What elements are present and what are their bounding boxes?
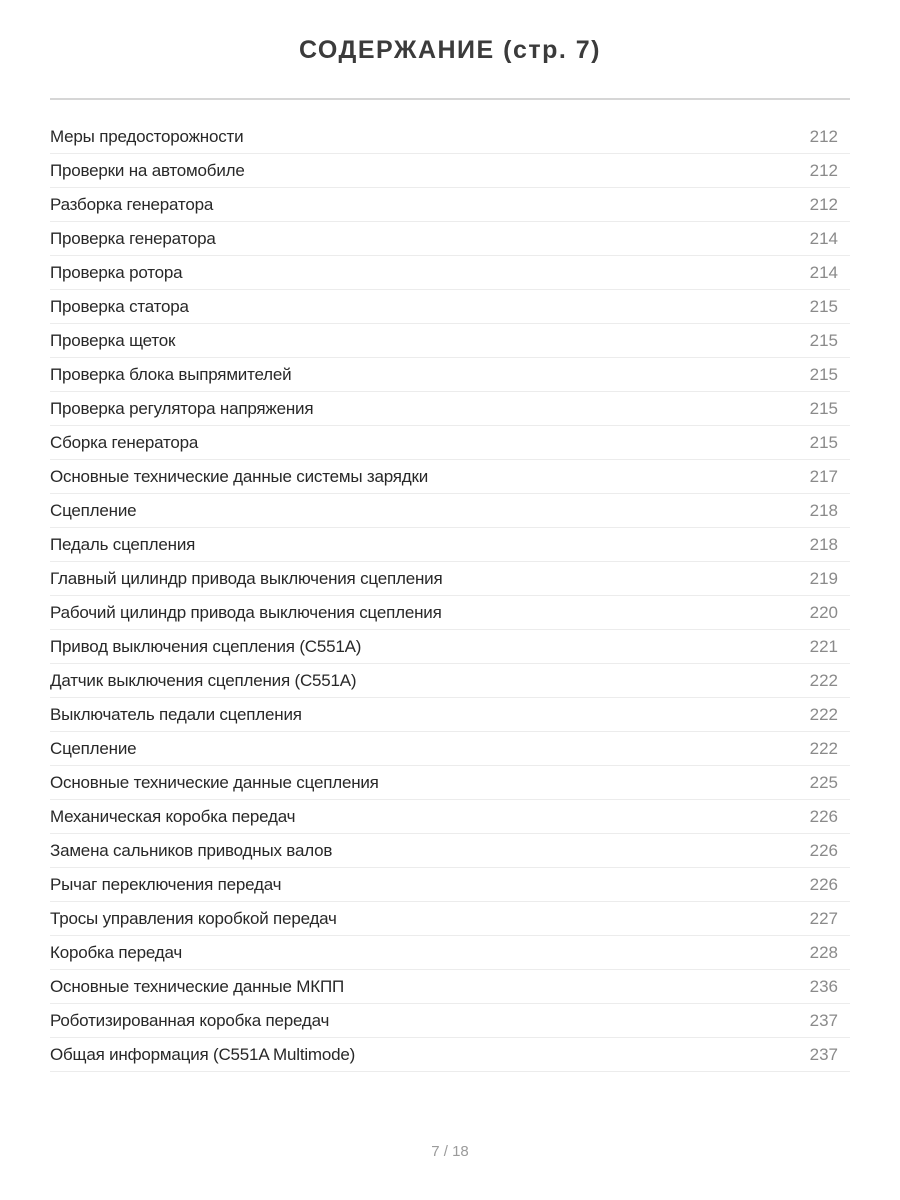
toc-entry[interactable] — [50, 1038, 850, 1072]
toc-entry-title: Педаль сцепления — [50, 534, 196, 554]
toc-entry[interactable] — [50, 664, 850, 698]
toc-entry-title: Роботизированная коробка передач — [50, 1010, 330, 1030]
page-pagination: 7 / 18 — [431, 1143, 469, 1160]
toc-entry-title: Датчик выключения сцепления (C551A) — [50, 670, 357, 690]
toc-entry-title: Выключатель педали сцепления — [50, 704, 302, 724]
toc-entry-title: Проверки на автомобиле — [50, 160, 245, 180]
toc-entry-page: 218 — [809, 534, 838, 554]
toc-entry-page: 212 — [809, 126, 838, 146]
toc-entry-page: 212 — [809, 160, 838, 180]
toc-entry-page: 237 — [809, 1010, 838, 1030]
toc-entry[interactable] — [50, 188, 850, 222]
toc-entry-page: 237 — [809, 1044, 838, 1064]
toc-entry-page: 215 — [809, 296, 838, 316]
toc-entry-page: 214 — [809, 228, 838, 248]
toc-entry-page: 215 — [809, 432, 838, 452]
toc-entry-page: 221 — [809, 636, 838, 656]
toc-entry[interactable] — [50, 1004, 850, 1038]
toc-entry[interactable] — [50, 222, 850, 256]
toc-entry-title: Основные технические данные системы зарядки — [50, 466, 429, 486]
toc-list — [50, 120, 850, 1072]
toc-entry-page: 217 — [809, 466, 838, 486]
toc-entry-page: 218 — [809, 500, 838, 520]
toc-entry-title: Основные технические данные сцепления — [50, 772, 379, 792]
toc-entry-title: Сцепление — [50, 500, 137, 520]
toc-entry-title: Проверка генератора — [50, 228, 216, 248]
toc-entry[interactable] — [50, 732, 850, 766]
toc-entry-page: 227 — [809, 908, 838, 928]
toc-entry-title: Главный цилиндр привода выключения сцепления — [50, 568, 443, 588]
toc-entry-title: Рычаг переключения передач — [50, 874, 282, 894]
toc-entry[interactable] — [50, 698, 850, 732]
toc-entry-title: Проверка статора — [50, 296, 189, 316]
toc-entry-title: Проверка блока выпрямителей — [50, 364, 292, 384]
toc-entry[interactable] — [50, 256, 850, 290]
toc-entry[interactable] — [50, 392, 850, 426]
toc-entry-page: 226 — [809, 874, 838, 894]
toc-entry-title: Рабочий цилиндр привода выключения сцепления — [50, 602, 442, 622]
toc-entry-page: 222 — [809, 704, 838, 724]
toc-entry-title: Основные технические данные МКПП — [50, 976, 345, 996]
toc-entry[interactable] — [50, 902, 850, 936]
toc-entry[interactable] — [50, 290, 850, 324]
toc-entry-page: 215 — [809, 398, 838, 418]
toc-entry[interactable] — [50, 528, 850, 562]
toc-entry-title: Общая информация (C551A Multimode) — [50, 1044, 356, 1064]
toc-entry-page: 219 — [809, 568, 838, 588]
toc-entry[interactable] — [50, 358, 850, 392]
toc-entry-page: 220 — [809, 602, 838, 622]
toc-entry-title: Коробка передач — [50, 942, 183, 962]
toc-entry-title: Проверка ротора — [50, 262, 183, 282]
toc-entry-page: 225 — [809, 772, 838, 792]
toc-entry[interactable] — [50, 596, 850, 630]
toc-entry[interactable] — [50, 324, 850, 358]
toc-entry-page: 228 — [809, 942, 838, 962]
toc-entry-page: 214 — [809, 262, 838, 282]
toc-entry[interactable] — [50, 154, 850, 188]
toc-entry[interactable] — [50, 562, 850, 596]
header-divider — [50, 98, 850, 100]
toc-entry-page: 212 — [809, 194, 838, 214]
toc-entry-title: Проверка регулятора напряжения — [50, 398, 314, 418]
toc-entry[interactable] — [50, 970, 850, 1004]
toc-entry-title: Сцепление — [50, 738, 137, 758]
toc-entry-page: 236 — [809, 976, 838, 996]
toc-entry[interactable] — [50, 800, 850, 834]
toc-entry-title: Сборка генератора — [50, 432, 199, 452]
toc-entry[interactable] — [50, 936, 850, 970]
toc-entry[interactable] — [50, 460, 850, 494]
toc-entry-page: 226 — [809, 806, 838, 826]
toc-entry[interactable] — [50, 868, 850, 902]
toc-entry[interactable] — [50, 426, 850, 460]
toc-entry-title: Замена сальников приводных валов — [50, 840, 333, 860]
toc-entry[interactable] — [50, 766, 850, 800]
toc-entry-title: Меры предосторожности — [50, 126, 244, 146]
toc-entry[interactable] — [50, 494, 850, 528]
toc-entry-title: Тросы управления коробкой передач — [50, 908, 337, 928]
toc-entry[interactable] — [50, 120, 850, 154]
toc-entry[interactable] — [50, 834, 850, 868]
toc-entry-page: 215 — [809, 330, 838, 350]
toc-entry[interactable] — [50, 630, 850, 664]
toc-entry-title: Разборка генератора — [50, 194, 214, 214]
toc-entry-page: 222 — [809, 670, 838, 690]
page-title: СОДЕРЖАНИЕ (стр. 7) — [298, 36, 602, 64]
toc-entry-page: 222 — [809, 738, 838, 758]
toc-entry-page: 226 — [809, 840, 838, 860]
toc-entry-title: Механическая коробка передач — [50, 806, 296, 826]
toc-entry-title: Проверка щеток — [50, 330, 176, 350]
toc-entry-title: Привод выключения сцепления (C551A) — [50, 636, 362, 656]
toc-entry-page: 215 — [809, 364, 838, 384]
